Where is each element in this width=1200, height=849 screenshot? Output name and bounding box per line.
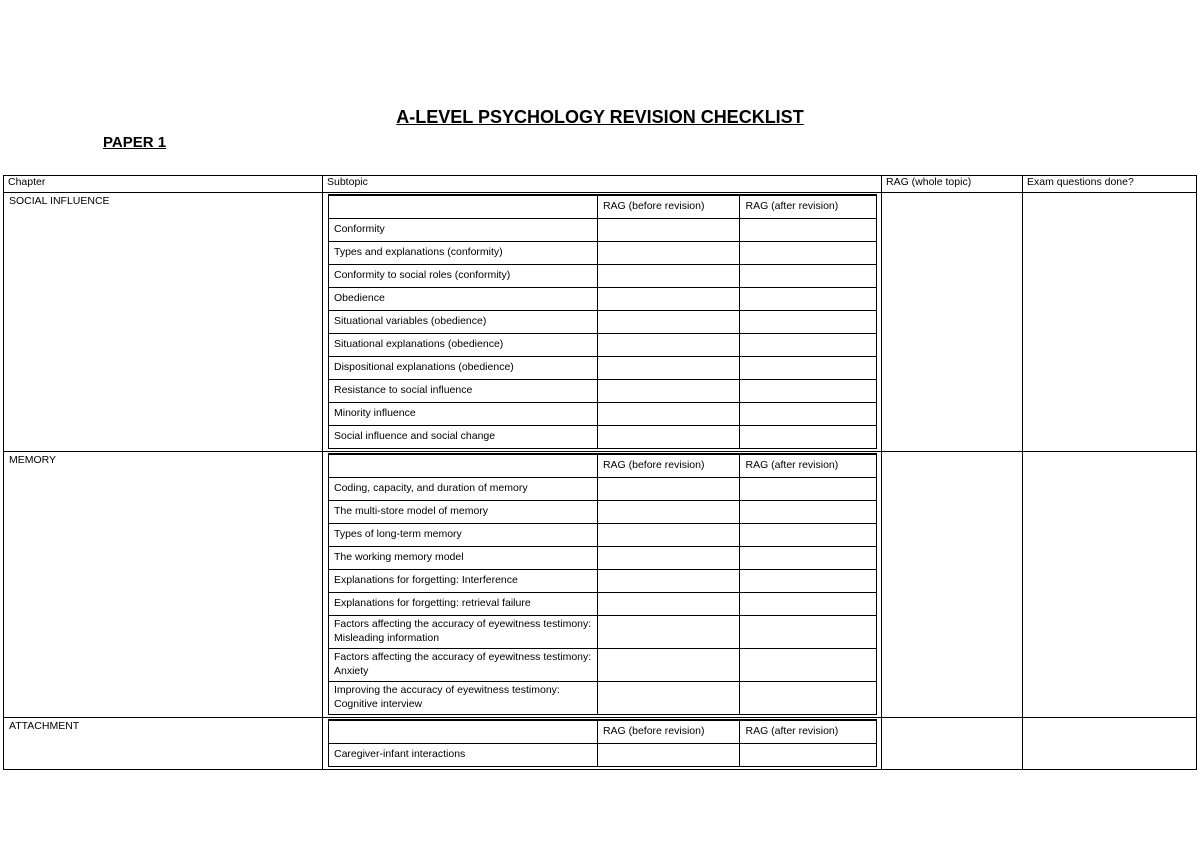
subtopic-label: Coding, capacity, and duration of memory <box>329 478 598 501</box>
rag-after-header: RAG (after revision) <box>740 720 877 744</box>
subtopic-row <box>329 744 877 767</box>
subtopic-label: Types of long-term memory <box>329 524 598 547</box>
subtopic-label: Situational variables (obedience) <box>329 311 598 334</box>
rag-before-cell[interactable] <box>597 478 740 501</box>
rag-before-cell[interactable] <box>597 334 740 357</box>
rag-before-cell[interactable] <box>597 593 740 616</box>
rag-whole-cell[interactable] <box>882 193 1023 452</box>
subtopic-label: Improving the accuracy of eyewitness testimony: Cognitive interview <box>329 682 598 715</box>
subtopic-label: Obedience <box>329 288 598 311</box>
rag-after-cell[interactable] <box>740 311 877 334</box>
subtopic-table <box>328 719 877 767</box>
subtopic-label: Minority influence <box>329 403 598 426</box>
revision-checklist-table <box>3 175 1197 770</box>
rag-after-cell[interactable] <box>740 501 877 524</box>
rag-after-cell[interactable] <box>740 242 877 265</box>
rag-before-cell[interactable] <box>597 288 740 311</box>
rag-whole-cell[interactable] <box>882 718 1023 770</box>
rag-before-header: RAG (before revision) <box>597 454 740 478</box>
subtopic-row <box>329 219 877 242</box>
chapter-name: ATTACHMENT <box>4 718 323 770</box>
subtopic-header-blank <box>329 454 598 478</box>
rag-after-cell[interactable] <box>740 547 877 570</box>
subtopic-row <box>329 616 877 649</box>
subtopic-row <box>329 682 877 715</box>
subtopic-row <box>329 357 877 380</box>
subtopic-label: The working memory model <box>329 547 598 570</box>
subtopic-table <box>328 453 877 715</box>
subtopic-label: Social influence and social change <box>329 426 598 449</box>
exam-cell[interactable] <box>1023 718 1197 770</box>
rag-whole-header: RAG (whole topic) <box>882 176 1023 193</box>
subtopic-label: Conformity <box>329 219 598 242</box>
subtopic-row <box>329 524 877 547</box>
rag-after-cell[interactable] <box>740 288 877 311</box>
rag-before-cell[interactable] <box>597 501 740 524</box>
subtopic-label: Factors affecting the accuracy of eyewitness testimony: Anxiety <box>329 649 598 682</box>
rag-before-cell[interactable] <box>597 524 740 547</box>
subtopic-cell <box>323 718 882 770</box>
rag-after-cell[interactable] <box>740 426 877 449</box>
subtopic-cell <box>323 452 882 718</box>
rag-before-cell[interactable] <box>597 242 740 265</box>
rag-before-cell[interactable] <box>597 649 740 682</box>
subtopic-row <box>329 403 877 426</box>
subtopic-label: Explanations for forgetting: Interference <box>329 570 598 593</box>
subtopic-row <box>329 311 877 334</box>
rag-after-header: RAG (after revision) <box>740 195 877 219</box>
subtopic-label: Resistance to social influence <box>329 380 598 403</box>
rag-before-header: RAG (before revision) <box>597 195 740 219</box>
rag-before-cell[interactable] <box>597 570 740 593</box>
subtopic-row <box>329 501 877 524</box>
subtopic-label: The multi-store model of memory <box>329 501 598 524</box>
rag-before-cell[interactable] <box>597 380 740 403</box>
chapter-row <box>4 718 1197 770</box>
subtopic-row <box>329 334 877 357</box>
chapter-header: Chapter <box>4 176 323 193</box>
rag-before-cell[interactable] <box>597 744 740 767</box>
subtopic-label: Explanations for forgetting: retrieval failure <box>329 593 598 616</box>
subtopic-row <box>329 547 877 570</box>
rag-before-cell[interactable] <box>597 311 740 334</box>
rag-after-cell[interactable] <box>740 649 877 682</box>
subtopic-row <box>329 649 877 682</box>
rag-after-cell[interactable] <box>740 593 877 616</box>
exam-header: Exam questions done? <box>1023 176 1197 193</box>
subtopic-cell <box>323 193 882 452</box>
table-header-row <box>4 176 1197 193</box>
rag-after-cell[interactable] <box>740 744 877 767</box>
rag-after-cell[interactable] <box>740 403 877 426</box>
chapter-row <box>4 452 1197 718</box>
exam-cell[interactable] <box>1023 452 1197 718</box>
subtopic-row <box>329 265 877 288</box>
page-title: A-LEVEL PSYCHOLOGY REVISION CHECKLIST <box>396 107 804 127</box>
chapter-row <box>4 193 1197 452</box>
rag-after-cell[interactable] <box>740 219 877 242</box>
rag-before-cell[interactable] <box>597 403 740 426</box>
subtopic-label: Situational explanations (obedience) <box>329 334 598 357</box>
rag-after-cell[interactable] <box>740 682 877 715</box>
subtopic-row <box>329 426 877 449</box>
subtopic-header-blank <box>329 195 598 219</box>
rag-before-cell[interactable] <box>597 426 740 449</box>
subtopic-label: Conformity to social roles (conformity) <box>329 265 598 288</box>
subtopic-label: Types and explanations (conformity) <box>329 242 598 265</box>
subtopic-label: Factors affecting the accuracy of eyewitness testimony: Misleading information <box>329 616 598 649</box>
rag-before-header: RAG (before revision) <box>597 720 740 744</box>
paper-heading: PAPER 1 <box>103 134 167 151</box>
chapter-name: SOCIAL INFLUENCE <box>4 193 323 452</box>
chapter-name: MEMORY <box>4 452 323 718</box>
subtopic-row <box>329 478 877 501</box>
subtopic-row <box>329 380 877 403</box>
rag-after-cell[interactable] <box>740 478 877 501</box>
rag-after-cell[interactable] <box>740 265 877 288</box>
subtopic-header-row <box>329 195 877 219</box>
rag-after-cell[interactable] <box>740 380 877 403</box>
subtopic-label: Caregiver-infant interactions <box>329 744 598 767</box>
rag-before-cell[interactable] <box>597 547 740 570</box>
rag-after-cell[interactable] <box>740 334 877 357</box>
rag-whole-cell[interactable] <box>882 452 1023 718</box>
rag-before-cell[interactable] <box>597 219 740 242</box>
rag-before-cell[interactable] <box>597 616 740 649</box>
rag-before-cell[interactable] <box>597 265 740 288</box>
rag-after-cell[interactable] <box>740 616 877 649</box>
subtopic-label: Dispositional explanations (obedience) <box>329 357 598 380</box>
subtopic-header-blank <box>329 720 598 744</box>
subtopic-row <box>329 242 877 265</box>
rag-before-cell[interactable] <box>597 357 740 380</box>
subtopic-row <box>329 593 877 616</box>
rag-after-cell[interactable] <box>740 570 877 593</box>
rag-after-cell[interactable] <box>740 357 877 380</box>
rag-after-header: RAG (after revision) <box>740 454 877 478</box>
subtopic-header-row <box>329 720 877 744</box>
subtopic-table <box>328 194 877 449</box>
exam-cell[interactable] <box>1023 193 1197 452</box>
subtopic-header: Subtopic <box>323 176 882 193</box>
rag-before-cell[interactable] <box>597 682 740 715</box>
subtopic-row <box>329 288 877 311</box>
rag-after-cell[interactable] <box>740 524 877 547</box>
subtopic-row <box>329 570 877 593</box>
subtopic-header-row <box>329 454 877 478</box>
